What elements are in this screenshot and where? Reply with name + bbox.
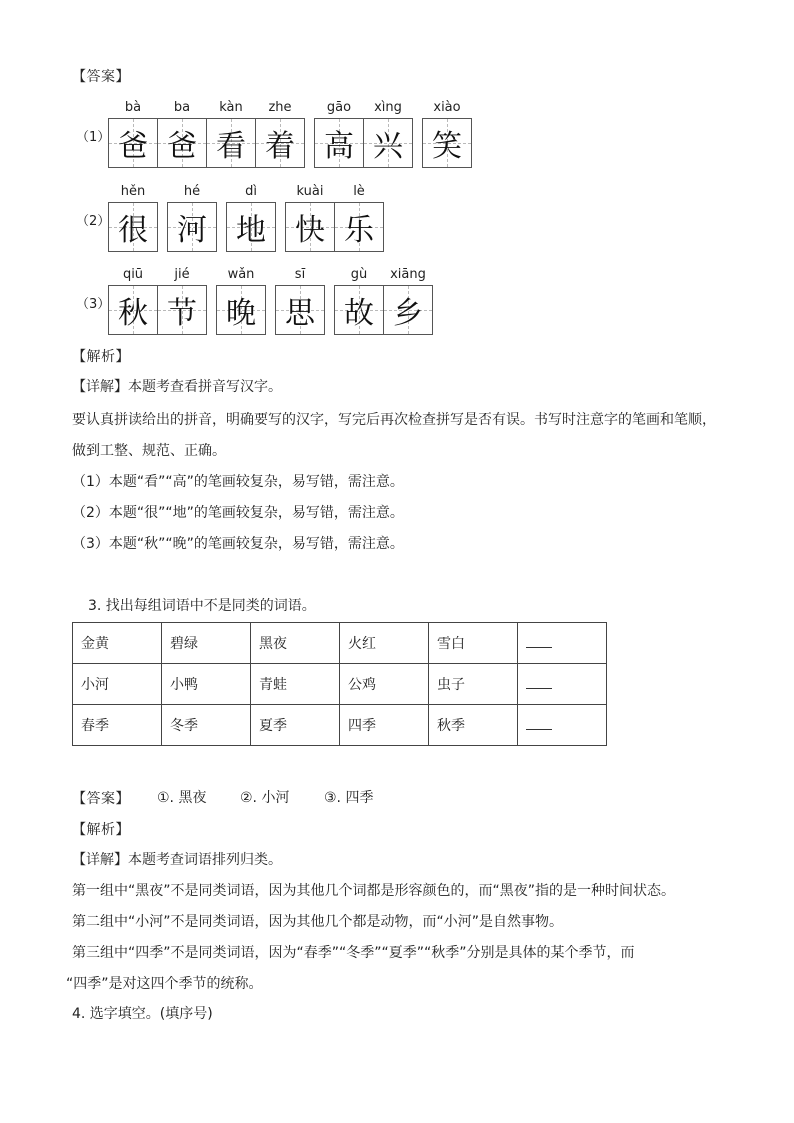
analysis-line: 第二组中“小河”不是同类词语，因为其他几个都是动物，而“小河”是自然事物。 [72, 914, 564, 930]
table-cell: 冬季 [162, 705, 251, 746]
character-cell [335, 286, 384, 334]
character-cell [158, 286, 206, 334]
table-row [73, 705, 607, 746]
table-cell: 秋季 [429, 705, 518, 746]
analysis-line: （3）本题“秋”“晚”的笔画较复杂，易写错，需注意。 [72, 536, 404, 552]
answer-item: ②. 小河 [240, 790, 290, 806]
pinyin-text: kuài [296, 184, 324, 199]
table-cell: 火红 [340, 623, 429, 664]
character-cell [207, 119, 256, 167]
character-text: 爸 [118, 129, 148, 164]
analysis-line: “四季”是对这四个季节的统称。 [66, 976, 263, 992]
character-text: 乐 [344, 213, 374, 248]
pinyin-text: wǎn [227, 267, 255, 282]
pinyin-text: xìng [374, 100, 402, 115]
character-cell [286, 203, 335, 251]
character-cell [109, 286, 158, 334]
table-row [73, 664, 607, 705]
tian-grid-group [108, 118, 305, 168]
tian-grid-group [226, 202, 276, 252]
answer-blank-cell[interactable] [518, 705, 607, 746]
character-cell [256, 119, 304, 167]
answer-blank-cell[interactable] [518, 664, 607, 705]
pinyin-text: xiào [433, 100, 461, 115]
row-number: （2） [76, 214, 111, 229]
answer-blank-cell[interactable] [518, 623, 607, 664]
word-table [72, 622, 607, 746]
table-cell: 黑夜 [251, 623, 340, 664]
tian-grid-group [285, 202, 384, 252]
tian-grid-group [108, 202, 158, 252]
pinyin-text: zhe [268, 100, 292, 115]
pinyin-text: xiāng [390, 267, 426, 282]
table-cell: 碧绿 [162, 623, 251, 664]
table-cell: 夏季 [251, 705, 340, 746]
character-text: 河 [177, 213, 207, 248]
character-cell [109, 119, 158, 167]
character-text: 乡 [393, 296, 423, 331]
character-text: 笑 [432, 129, 462, 164]
character-text: 秋 [118, 296, 148, 331]
pinyin-text: jié [174, 267, 190, 282]
table-cell: 小鸭 [162, 664, 251, 705]
answer-label: 【答案】 [72, 791, 130, 807]
answer-label: 【答案】 [72, 69, 130, 85]
tian-grid-group [422, 118, 472, 168]
analysis-label: 【解析】 [72, 822, 130, 838]
character-cell [217, 286, 265, 334]
analysis-line: 要认真拼读给出的拼音，明确要写的汉字，写完后再次检查拼写是否有误。书写时注意字的笔画和笔顺， [72, 412, 716, 428]
character-cell [168, 203, 216, 251]
tian-grid-group [216, 285, 266, 335]
character-cell [227, 203, 275, 251]
answer-item: ①. 黑夜 [157, 790, 207, 806]
table-row [73, 623, 607, 664]
question-title: 3. 找出每组词语中不是同类的词语。 [88, 598, 316, 614]
pinyin-text: hěn [120, 184, 146, 199]
analysis-label: 【解析】 [72, 349, 130, 365]
pinyin-text: dì [245, 184, 257, 199]
table-cell: 四季 [340, 705, 429, 746]
table-cell: 金黄 [73, 623, 162, 664]
character-text: 思 [285, 296, 315, 331]
analysis-line: 做到工整、规范、正确。 [72, 443, 226, 459]
row-number: （1） [76, 130, 111, 145]
pinyin-text: qiū [122, 267, 144, 282]
analysis-line: 第三组中“四季”不是同类词语，因为“春季”“冬季”“夏季”“秋季”分别是具体的某个季节，而 [72, 945, 635, 961]
table-cell: 青蛙 [251, 664, 340, 705]
character-cell [315, 119, 364, 167]
character-text: 快 [295, 213, 325, 248]
pinyin-text: lè [353, 184, 365, 199]
table-cell: 公鸡 [340, 664, 429, 705]
character-cell [109, 203, 157, 251]
analysis-line: 【详解】本题考查词语排列归类。 [72, 852, 282, 868]
character-text: 高 [324, 129, 354, 164]
character-cell [276, 286, 324, 334]
character-cell [423, 119, 471, 167]
tian-grid-group [108, 285, 207, 335]
pinyin-text: sī [294, 267, 306, 282]
answer-item: ③. 四季 [324, 790, 374, 806]
pinyin-text: ba [173, 100, 191, 115]
character-cell [158, 119, 207, 167]
table-cell: 雪白 [429, 623, 518, 664]
pinyin-text: hé [183, 184, 201, 199]
character-cell [364, 119, 412, 167]
analysis-line: 第一组中“黑夜”不是同类词语，因为其他几个词都是形容颜色的，而“黑夜”指的是一种时间状态。 [72, 883, 676, 899]
pinyin-text: gù [350, 267, 368, 282]
answer-blank[interactable] [526, 635, 552, 648]
analysis-line: 【详解】本题考查看拼音写汉字。 [72, 379, 282, 395]
character-text: 节 [167, 296, 197, 331]
character-text: 很 [118, 213, 148, 248]
character-text: 故 [344, 296, 374, 331]
tian-grid-group [314, 118, 413, 168]
answer-blank[interactable] [526, 676, 552, 689]
table-cell: 春季 [73, 705, 162, 746]
tian-grid-group [334, 285, 433, 335]
character-text: 爸 [167, 129, 197, 164]
character-text: 着 [265, 129, 295, 164]
pinyin-text: gāo [326, 100, 352, 115]
analysis-line: （2）本题“很”“地”的笔画较复杂，易写错，需注意。 [72, 505, 404, 521]
character-cell [335, 203, 383, 251]
table-cell: 虫子 [429, 664, 518, 705]
row-number: （3） [76, 297, 111, 312]
character-text: 晚 [226, 296, 256, 331]
character-cell [384, 286, 432, 334]
character-text: 看 [216, 129, 246, 164]
answer-blank[interactable] [526, 717, 552, 730]
character-text: 兴 [373, 129, 403, 164]
table-cell: 小河 [73, 664, 162, 705]
pinyin-text: kàn [219, 100, 243, 115]
tian-grid-group [275, 285, 325, 335]
pinyin-text: bà [124, 100, 142, 115]
analysis-line: （1）本题“看”“高”的笔画较复杂，易写错，需注意。 [72, 474, 404, 490]
tian-grid-group [167, 202, 217, 252]
character-text: 地 [236, 213, 266, 248]
question-title: 4. 选字填空。(填序号) [72, 1006, 213, 1022]
